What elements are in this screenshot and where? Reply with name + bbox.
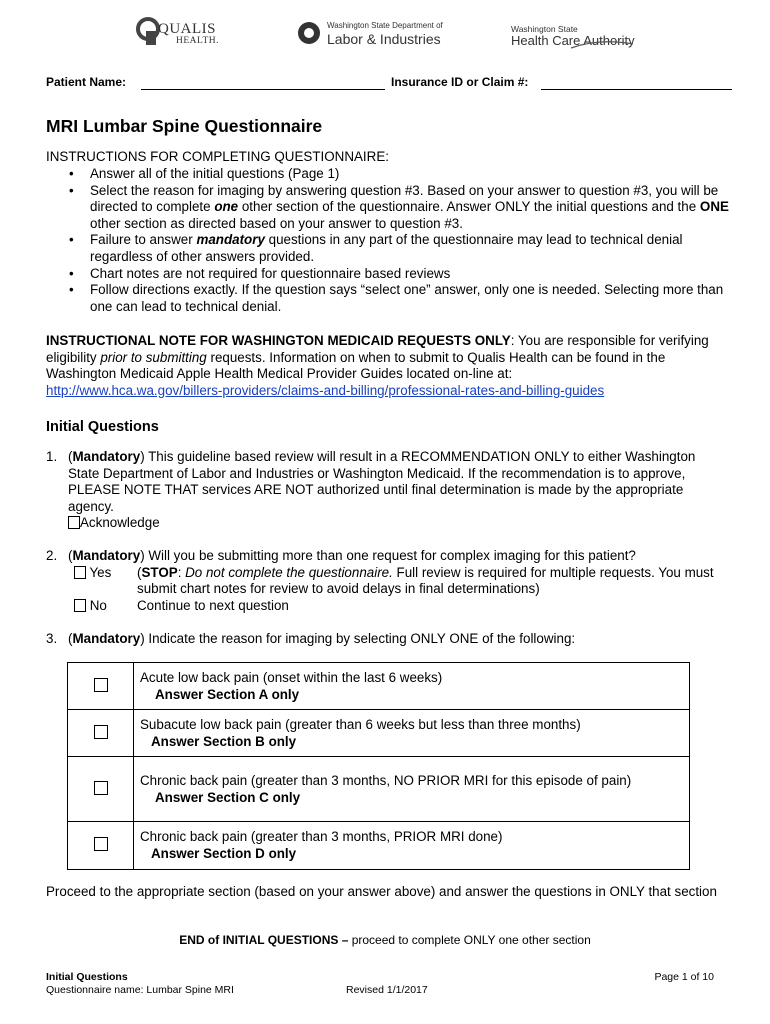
footer-revised: Revised 1/1/2017 [346,984,428,996]
insurance-id-label: Insurance ID or Claim #: [391,75,529,89]
question-2: 2. (Mandatory) Will you be submitting more than one request for complex imaging for this patient? Yes (STOP: Do not complete the questionnaire. Full review is required for multiple requests. You must submit chart notes for review to avoid delays in final determinations) No Continue to next question [46,548,730,615]
qualis-sub: HEALTH. [176,36,219,46]
reason-d-checkbox[interactable] [94,837,108,851]
yes-checkbox[interactable] [74,566,86,579]
washington-state-icon [297,19,321,47]
li-line1: Washington State Department of [327,21,443,30]
footer-section: Initial Questions [46,971,128,983]
stop-instruction: (STOP: Do not complete the questionnaire. Full review is required for multiple requests. You must submit chart notes for review to avoid delays in final determinations) [137,564,714,597]
qualis-name: QUALIS [158,21,216,37]
initial-questions-heading: Initial Questions [46,419,159,435]
instructions-heading: INSTRUCTIONS FOR COMPLETING QUESTIONNAIRE: [46,149,389,164]
medicaid-note: INSTRUCTIONAL NOTE FOR WASHINGTON MEDICAID REQUESTS ONLY: You are responsible for verifying eligibility prior to submitting requests. Information on when to submit to Qualis Health can be found in the Washington Medicaid Apple Health Medical Provider Guides located on-line at: http://www.hca.wa.gov/billers-providers/claims-and-billing/professional-rates-and-billing-guides [46,333,709,398]
proceed-instruction: Proceed to the appropriate section (based on your answer above) and answer the questions in ONLY that section [46,884,717,899]
instruction-item: • Answer all of the initial questions (Page 1) [69,166,340,181]
question-1: 1. (Mandatory) This guideline based review will result in a RECOMMENDATION ONLY to either Washington State Department of Labor and Industries or Washington Medicaid. If the recommendation is to approve, PLEASE NOTE THAT services ARE NOT authorized until final determination is made by the appropriate agency. Acknowledge [46,449,696,531]
instruction-item: • Follow directions exactly. If the question says “select one” answer, only one is needed. Selecting more than one can lead to technical denial. [69,282,724,314]
qualis-health-logo [136,15,222,49]
li-line2: Labor & Industries [327,31,441,47]
patient-name-label: Patient Name: [46,75,127,89]
no-label: No [89,597,107,613]
reason-b-checkbox[interactable] [94,725,108,739]
hca-line2: Health Care Authority [511,33,635,48]
instruction-item: • Select the reason for imaging by answering question #3. Based on your answer to question #3, you will be directed to complete one other section of the questionnaire. Answer ONLY the initial questions and the ONE other section as directed based on your answer to question #3. [69,182,729,231]
imaging-reason-table [67,662,690,870]
instructions-list [46,166,730,315]
reason-row-c: Chronic back pain (greater than 3 months, NO PRIOR MRI for this episode of pain) Answer Section C only [68,757,690,822]
end-initial-questions: END of INITIAL QUESTIONS – proceed to complete ONLY one other section [179,933,591,947]
answer-section-c: Answer Section C only [155,789,301,805]
footer-page: Page 1 of 10 [654,971,714,983]
no-instruction: Continue to next question [137,597,289,613]
yes-label: Yes [89,564,112,580]
reason-row-b: Subacute low back pain (greater than 6 weeks but less than three months) Answer Section B only [68,710,690,757]
hca-provider-guides-link[interactable]: http://www.hca.wa.gov/billers-providers/claims-and-billing/professional-rates-and-billing-guides [46,382,605,398]
health-care-authority-logo [511,24,636,52]
acknowledge-label: Acknowledge [80,515,160,531]
patient-name-field[interactable] [141,88,385,90]
footer-questionnaire: Questionnaire name: Lumbar Spine MRI [46,984,234,996]
insurance-id-field[interactable] [541,88,732,90]
no-checkbox[interactable] [74,599,86,612]
acknowledge-checkbox[interactable] [68,516,80,529]
page-title: MRI Lumbar Spine Questionnaire [46,116,323,136]
reason-row-d: Chronic back pain (greater than 3 months, PRIOR MRI done) Answer Section D only [68,822,690,869]
answer-section-b: Answer Section B only [151,733,297,749]
hca-swoosh-icon [569,40,635,50]
reason-c-checkbox[interactable] [94,781,108,795]
instruction-item: • Failure to answer mandatory questions in any part of the questionnaire may lead to technical denial regardless of other answers provided. [69,232,683,264]
reason-row-a: Acute low back pain (onset within the last 6 weeks) Answer Section A only [68,663,690,710]
answer-section-a: Answer Section A only [155,686,300,702]
reason-a-checkbox[interactable] [94,678,108,692]
question-3: 3. (Mandatory) Indicate the reason for imaging by selecting ONLY ONE of the following: [46,631,576,646]
hca-line1: Washington State [511,24,578,34]
labor-industries-logo [297,17,443,51]
answer-section-d: Answer Section D only [151,845,297,861]
instruction-item: • Chart notes are not required for questionnaire based reviews [69,265,451,281]
